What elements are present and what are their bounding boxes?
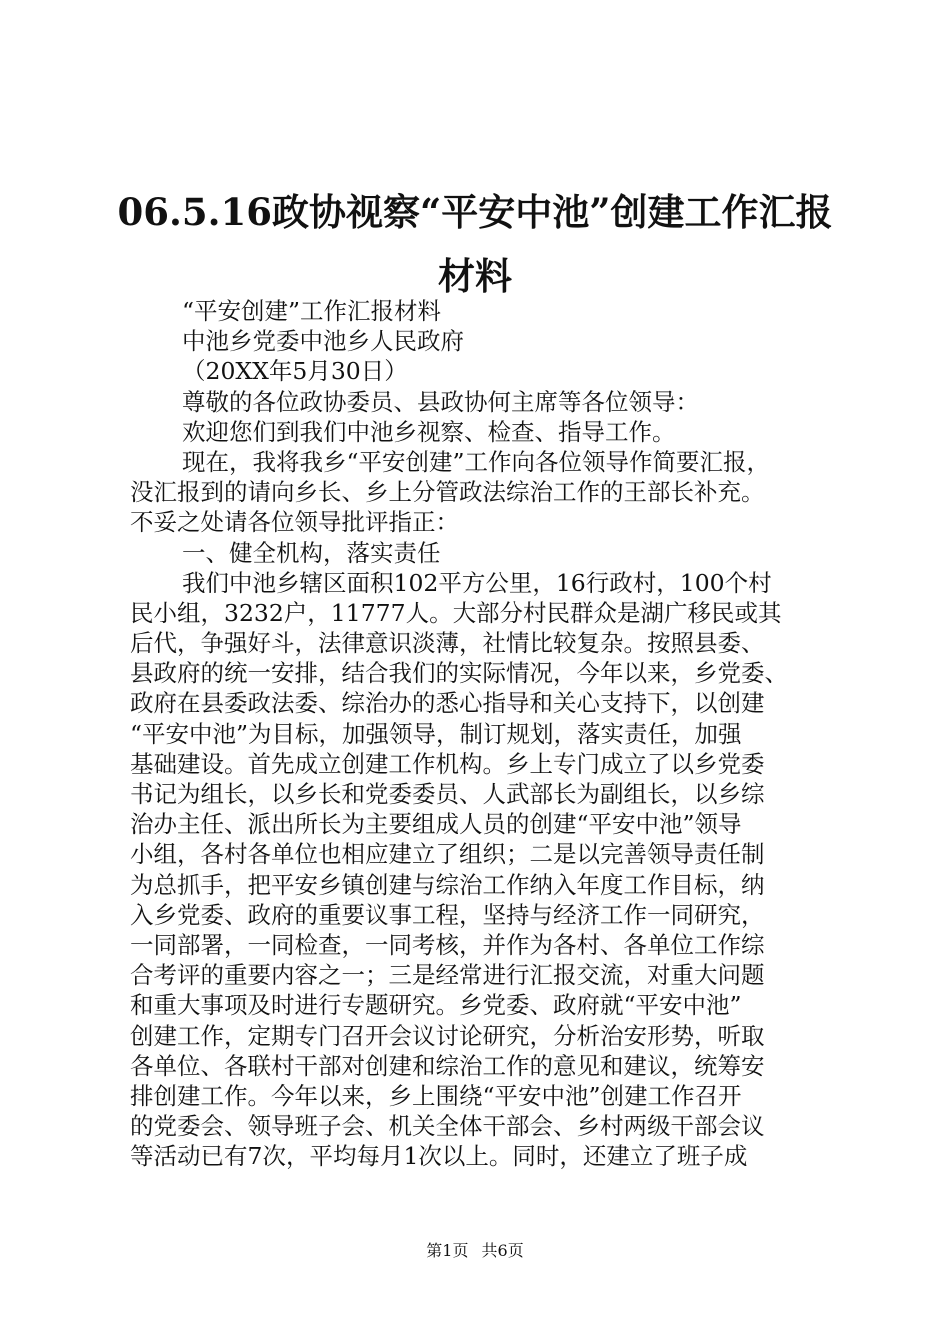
paragraph-line: 没汇报到的请向乡长、乡上分管政法综治工作的王部长补充。: [130, 478, 765, 507]
page-footer: [0, 1241, 950, 1261]
paragraph-line: 基础建设。首先成立创建工作机构。乡上专门成立了以乡党委: [130, 749, 765, 778]
paragraph-line: 入乡党委、政府的重要议事工程，坚持与经济工作一同研究，: [130, 900, 765, 929]
section-heading: 一、健全机构，落实责任: [182, 538, 441, 567]
date-line: （20XX年5月30日）: [182, 357, 408, 386]
paragraph-line: 创建工作，定期专门召开会议讨论研究，分析治安形势，听取: [130, 1021, 765, 1050]
welcome-line: 欢迎您们到我们中池乡视察、检查、指导工作。: [182, 417, 676, 446]
paragraph-line: 各单位、各联村干部对创建和综治工作的意见和建议，统筹安: [130, 1051, 765, 1080]
page-total: 共6页: [481, 1241, 524, 1260]
paragraph-line: 等活动已有7次，平均每月1次以上。同时，还建立了班子成: [130, 1142, 748, 1171]
paragraph-line: “平安中池”为目标，加强领导，制订规划，落实责任，加强: [130, 719, 742, 748]
paragraph-line: 的党委会、领导班子会、机关全体干部会、乡村两级干部会议: [130, 1112, 765, 1141]
page-number: 第1页: [426, 1241, 469, 1260]
paragraph-line: 治办主任、派出所长为主要组成人员的创建“平安中池”领导: [130, 810, 742, 839]
document-title: [110, 180, 840, 308]
paragraph-line: 我们中池乡辖区面积102平方公里，16行政村，100个村: [182, 568, 772, 597]
paragraph-line: 书记为组长，以乡长和党委委员、人武部长为副组长，以乡综: [130, 780, 765, 808]
paragraph-line: 和重大事项及时进行专题研究。乡党委、政府就“平安中池”: [130, 991, 742, 1020]
paragraph-line: 为总抓手，把平安乡镇创建与综治工作纳入年度工作目标，纳: [130, 870, 765, 899]
paragraph-line: 县政府的统一安排，结合我们的实际情况，今年以来，乡党委、: [130, 659, 788, 688]
title-line-1: 06.5.16政协视察“平安中池”创建工作汇报: [117, 190, 833, 234]
paragraph-line: 一同部署，一同检查，一同考核，并作为各村、各单位工作综: [130, 930, 765, 959]
subtitle-line: “平安创建”工作汇报材料: [182, 297, 442, 325]
title-line-2: 材料: [438, 254, 512, 298]
paragraph-line: 排创建工作。今年以来，乡上围绕“平安中池”创建工作召开: [130, 1081, 742, 1110]
salutation-line: 尊敬的各位政协委员、县政协何主席等各位领导：: [182, 387, 699, 416]
author-line: 中池乡党委中池乡人民政府: [182, 327, 464, 356]
document-body: [130, 296, 850, 1171]
paragraph-line: 不妥之处请各位领导批评指正：: [130, 508, 459, 537]
paragraph-line: 现在，我将我乡“平安创建”工作向各位领导作简要汇报，: [182, 447, 771, 476]
paragraph-line: 小组，各村各单位也相应建立了组织；二是以完善领导责任制: [130, 840, 765, 869]
paragraph-line: 政府在县委政法委、综治办的悉心指导和关心支持下，以创建: [130, 689, 765, 718]
paragraph-line: 后代，争强好斗，法律意识淡薄，社情比较复杂。按照县委、: [130, 629, 765, 658]
paragraph-line: 民小组，3232户，11777人。大部分村民群众是湖广移民或其: [130, 598, 782, 627]
paragraph-line: 合考评的重要内容之一；三是经常进行汇报交流，对重大问题: [130, 961, 765, 990]
